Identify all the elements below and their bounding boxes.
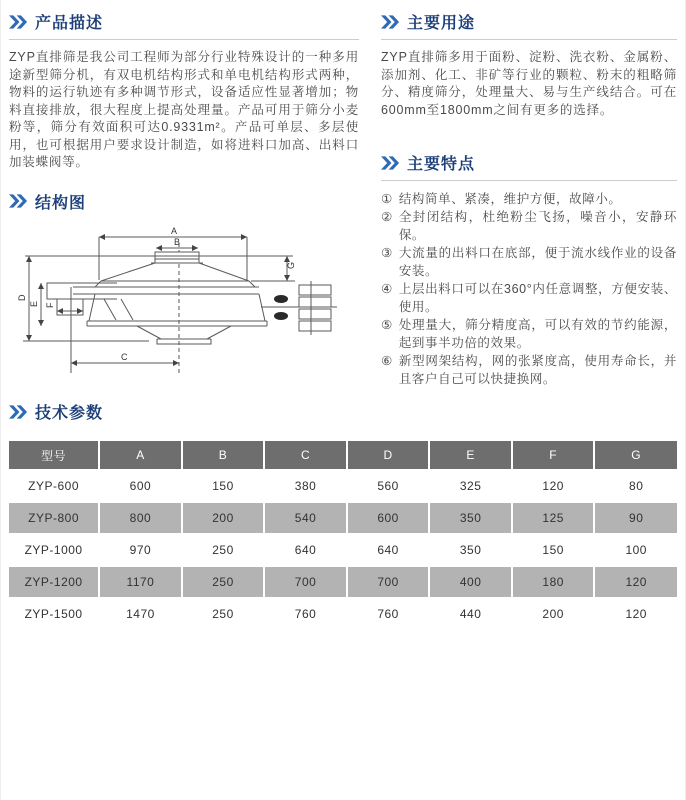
section-chevron-icon xyxy=(9,405,28,419)
feature-text: 上层出料口可以在360°内任意调整，方便安装、使用。 xyxy=(398,282,677,314)
table-cell: 970 xyxy=(99,534,182,566)
section-chevron-icon xyxy=(9,15,28,29)
table-cell: 200 xyxy=(182,502,265,534)
feature-text: 处理量大，筛分精度高，可以有效的节约能源，起到事半功倍的效果。 xyxy=(398,318,677,350)
list-item xyxy=(381,190,677,208)
column-header: F xyxy=(512,441,595,470)
feature-text: 结构简单、紧凑，维护方便，故障小。 xyxy=(398,192,622,206)
section-chevron-icon xyxy=(9,194,28,208)
table-header-row xyxy=(9,441,677,470)
list-item xyxy=(381,244,677,280)
section-header xyxy=(9,398,677,429)
list-item xyxy=(381,316,677,352)
feature-number: ③ xyxy=(381,246,393,260)
feature-number: ⑤ xyxy=(381,318,393,332)
section-header xyxy=(9,188,359,219)
table-cell: 125 xyxy=(512,502,595,534)
table-cell: 180 xyxy=(512,566,595,598)
section-title: 技术参数 xyxy=(35,405,104,422)
section-header xyxy=(9,8,359,40)
table-cell: 760 xyxy=(347,598,430,630)
table-cell: 700 xyxy=(347,566,430,598)
column-header: A xyxy=(99,441,182,470)
table-cell: 380 xyxy=(264,470,347,502)
table-cell: ZYP-600 xyxy=(9,470,99,502)
feature-text: 新型网架结构，网的张紧度高，使用寿命长，并且客户自己可以快捷换网。 xyxy=(398,354,677,386)
table-cell: 150 xyxy=(512,534,595,566)
table-cell: 250 xyxy=(182,534,265,566)
section-product-description xyxy=(9,8,359,172)
table-cell: 640 xyxy=(264,534,347,566)
section-header xyxy=(381,149,677,181)
right-column xyxy=(381,8,677,388)
table-row xyxy=(9,470,677,502)
section-title: 产品描述 xyxy=(35,15,104,32)
table-row xyxy=(9,566,677,598)
table-cell: 120 xyxy=(594,598,677,630)
dim-label-a: A xyxy=(171,225,178,236)
table-cell: 400 xyxy=(429,566,512,598)
feature-text: 大流量的出料口在底部，便于流水线作业的设备安装。 xyxy=(398,246,677,278)
table-cell: 700 xyxy=(264,566,347,598)
table-cell: 600 xyxy=(99,470,182,502)
list-item xyxy=(381,280,677,316)
table-cell: ZYP-1000 xyxy=(9,534,99,566)
table-row xyxy=(9,534,677,566)
dim-label-e: E xyxy=(29,300,39,307)
table-cell: 120 xyxy=(594,566,677,598)
table-cell: ZYP-1500 xyxy=(9,598,99,630)
list-item xyxy=(381,352,677,388)
table-cell: 440 xyxy=(429,598,512,630)
feature-number: ① xyxy=(381,192,393,206)
column-header: G xyxy=(594,441,677,470)
section-chevron-icon xyxy=(381,156,400,170)
section-chevron-icon xyxy=(381,15,400,29)
table-cell: 350 xyxy=(429,534,512,566)
feature-list xyxy=(381,190,677,388)
column-header: D xyxy=(347,441,430,470)
left-column xyxy=(9,8,359,383)
section-main-uses xyxy=(381,8,677,119)
table-cell: 540 xyxy=(264,502,347,534)
dim-label-f: F xyxy=(45,302,55,308)
dim-label-c: C xyxy=(121,351,128,362)
section-main-features xyxy=(381,149,677,388)
table-cell: 600 xyxy=(347,502,430,534)
table-cell: 1470 xyxy=(99,598,182,630)
table-cell: 250 xyxy=(182,566,265,598)
section-title: 结构图 xyxy=(35,194,87,212)
table-cell: ZYP-800 xyxy=(9,502,99,534)
section-tech-params xyxy=(9,398,677,631)
column-header: E xyxy=(429,441,512,470)
table-row xyxy=(9,598,677,630)
two-column-layout xyxy=(9,8,677,388)
dim-label-b: B xyxy=(174,236,181,247)
table-cell: 640 xyxy=(347,534,430,566)
table-cell: 800 xyxy=(99,502,182,534)
section-header xyxy=(381,8,677,40)
product-description-text: ZYP直排筛是我公司工程师为部分行业特殊设计的一种多用途新型筛分机，有双电机结构形式和单电机结构形式两种，物料的运行轨迹有多种调节形式，设备适应性显著增加；物料直接排放，很大程度上提高处理量。产品可用于筛分小麦粉等，筛分有效面积可达0.9331m²。产品可单层、多层使用，也可根据用户要求设计制造，如将进料口加高、出料口加装蝶阀等。 xyxy=(9,50,359,169)
table-cell: 80 xyxy=(594,470,677,502)
list-item xyxy=(381,208,677,244)
column-header: 型号 xyxy=(9,441,99,470)
table-cell: 250 xyxy=(182,598,265,630)
dim-label-d: D xyxy=(17,294,27,301)
table-cell: 760 xyxy=(264,598,347,630)
table-cell: 200 xyxy=(512,598,595,630)
main-uses-text: ZYP直排筛多用于面粉、淀粉、洗衣粉、金属粉、添加剂、化工、非矿等行业的颗粒、粉末的粗略筛分、精度筛分，处理量大、易与生产线结合。可在600mm至1800mm之间有更多的选择。 xyxy=(381,50,677,117)
structure-diagram xyxy=(9,223,359,383)
table-cell: 350 xyxy=(429,502,512,534)
feature-text: 全封闭结构，杜绝粉尘飞扬，噪音小，安静环保。 xyxy=(398,210,677,242)
table-cell: 1170 xyxy=(99,566,182,598)
column-header: C xyxy=(264,441,347,470)
table-cell: 150 xyxy=(182,470,265,502)
table-cell: 560 xyxy=(347,470,430,502)
table-cell: 325 xyxy=(429,470,512,502)
table-cell: 120 xyxy=(512,470,595,502)
section-title: 主要用途 xyxy=(407,15,476,32)
feature-number: ⑥ xyxy=(381,354,393,368)
sieve-technical-drawing xyxy=(9,223,359,383)
column-header: B xyxy=(182,441,265,470)
dim-label-g: G xyxy=(286,261,296,269)
table-row xyxy=(9,502,677,534)
feature-number: ④ xyxy=(381,282,393,296)
feature-number: ② xyxy=(381,210,393,224)
tech-params-table xyxy=(9,441,677,631)
section-structure-diagram xyxy=(9,188,359,383)
section-title: 主要特点 xyxy=(407,156,476,173)
table-cell: ZYP-1200 xyxy=(9,566,99,598)
table-cell: 100 xyxy=(594,534,677,566)
table-cell: 90 xyxy=(594,502,677,534)
